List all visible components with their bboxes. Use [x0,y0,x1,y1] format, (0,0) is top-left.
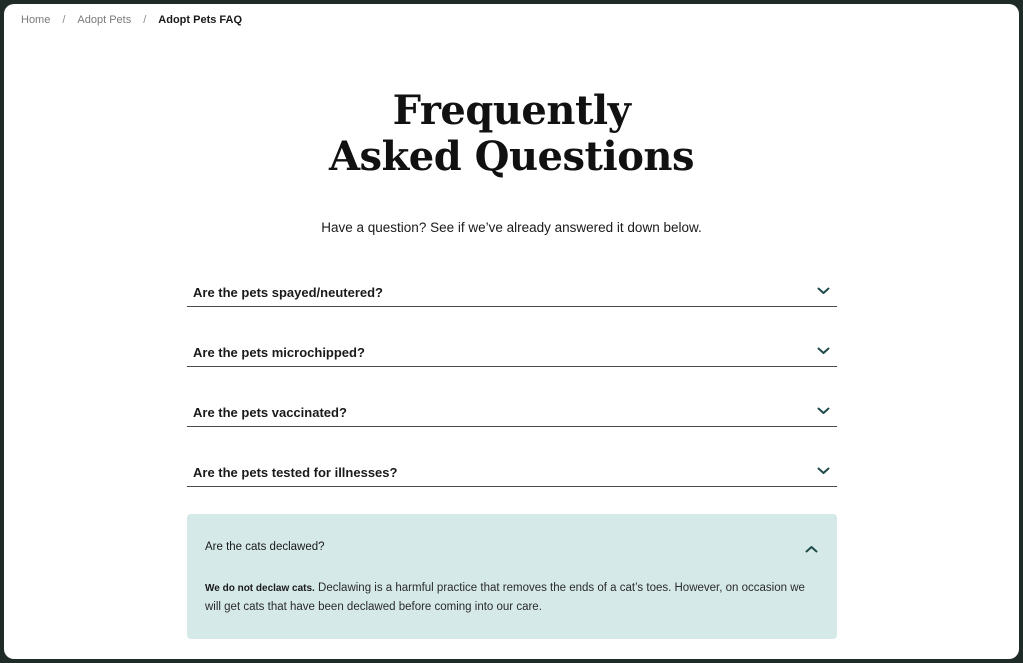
chevron-down-icon[interactable] [815,280,831,296]
faq-list [187,270,837,510]
faq-question: Are the pets tested for illnesses? [193,464,398,480]
faq-answer [205,579,819,616]
page-subtitle: Have a question? See if we’ve already answered it down below. [321,220,702,235]
breadcrumb-separator: / [143,14,147,26]
breadcrumb [21,14,242,26]
page-frame [4,4,1019,659]
page-title-line-1: Frequently [392,87,631,134]
faq-question: Are the pets spayed/neutered? [193,284,383,300]
chevron-up-icon[interactable] [803,538,819,554]
breadcrumb-separator: / [62,14,66,26]
chevron-down-icon[interactable] [815,400,831,416]
breadcrumb-current: Adopt Pets FAQ [158,14,243,26]
faq-item-microchipped[interactable] [187,330,837,367]
faq-question: Are the pets microchipped? [193,344,365,360]
faq-answer-body: Declawing is a harmful practice that removes the ends of a cat’s toes. However, on occasion we will get cats that have been declawed before coming into our care. [205,582,805,613]
faq-item-declawed-expanded [187,514,837,639]
page-title [4,88,1019,180]
faq-item-tested-illnesses[interactable] [187,450,837,487]
faq-item-spayed-neutered[interactable] [187,270,837,307]
chevron-down-icon[interactable] [815,340,831,356]
faq-open-header[interactable] [205,514,819,578]
faq-item-vaccinated[interactable] [187,390,837,427]
page-title-line-2: Asked Questions [329,133,694,180]
faq-answer-lead: We do not declaw cats. [205,583,315,594]
breadcrumb-home-link[interactable]: Home [21,14,51,26]
breadcrumb-adopt-pets-link[interactable]: Adopt Pets [77,14,132,26]
faq-question: Are the pets vaccinated? [193,404,347,420]
faq-question: Are the cats declawed? [205,541,325,553]
chevron-down-icon[interactable] [815,460,831,476]
